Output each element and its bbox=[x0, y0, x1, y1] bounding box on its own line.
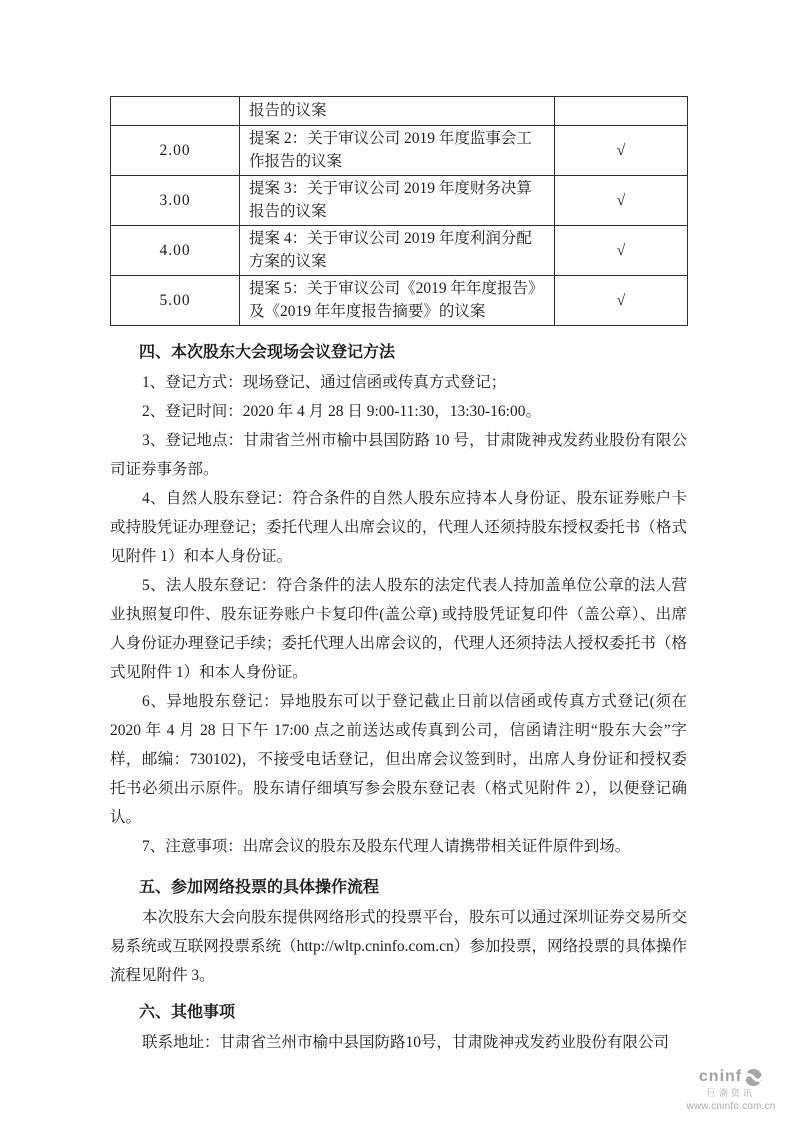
document-content bbox=[110, 96, 687, 1057]
cninfo-chinese-name: 巨潮资讯 bbox=[706, 1088, 755, 1099]
table-row bbox=[111, 176, 688, 226]
list-item-remote-shareholder: 6、异地股东登记：异地股东可以于登记截止日前以信函或传真方式登记(须在 2020 年 4 月 28 日下午 17:00 点之前送达或传真到公司，信函请注明“股东大会”字样，邮编：730102)，不接受电话登记，但出席会议签到时，出席人身份证和授权委托书必须出示原件。股东请仔细填写参会股东登记表（格式见附件 2），以便登记确认。 bbox=[110, 693, 687, 826]
proposal-number-cell: 5.00 bbox=[111, 276, 240, 326]
vote-cell bbox=[555, 97, 688, 126]
proposal-number-cell: 4.00 bbox=[111, 226, 240, 276]
cninfo-brand-row bbox=[675, 1068, 787, 1087]
vote-checkmark: √ bbox=[555, 276, 688, 326]
paragraph-online-voting: 本次股东大会向股东提供网络形式的投票平台，股东可以通过深圳证券交易所交易系统或互联网投票系统（http://wltp.cninfo.com.cn）参加投票，网络投票的具体操作流程见附件 3。 bbox=[110, 909, 687, 984]
table-row bbox=[111, 97, 688, 126]
proposal-text-cell: 提案 2：关于审议公司 2019 年度监事会工作报告的议案 bbox=[240, 126, 555, 176]
list-item-notes: 7、注意事项：出席会议的股东及股东代理人请携带相关证件原件到场。 bbox=[142, 838, 631, 855]
proposal-number-cell bbox=[111, 97, 240, 126]
table-row bbox=[111, 126, 688, 176]
section-heading-online-voting: 五、参加网络投票的具体操作流程 bbox=[139, 879, 380, 896]
vote-checkmark: √ bbox=[555, 226, 688, 276]
list-item-registration-time: 2、登记时间：2020 年 4 月 28 日 9:00-11:30，13:30-16:00。 bbox=[142, 403, 541, 420]
proposal-text-cell: 提案 5：关于审议公司《2019 年年度报告》及《2019 年年度报告摘要》的议案 bbox=[240, 276, 555, 326]
table-row bbox=[111, 226, 688, 276]
table-row bbox=[111, 276, 688, 326]
proposal-number-cell: 3.00 bbox=[111, 176, 240, 226]
proposal-text-cell: 提案 3：关于审议公司 2019 年度财务决算报告的议案 bbox=[240, 176, 555, 226]
cninfo-url: www.cninfo.com.cn bbox=[686, 1100, 776, 1112]
vote-checkmark: √ bbox=[555, 176, 688, 226]
list-item-natural-shareholder: 4、自然人股东登记：符合条件的自然人股东应持本人身份证、股东证券账户卡或持股凭证办理登记；委托代理人出席会议的，代理人还须持股东授权委托书（格式见附件 1）和本人身份证。 bbox=[110, 490, 687, 565]
section-heading-other-matters: 六、其他事项 bbox=[139, 1004, 236, 1021]
cninfo-logo bbox=[675, 1068, 787, 1112]
paragraph-contact-address: 联系地址：甘肃省兰州市榆中县国防路10号，甘肃陇神戎发药业股份有限公司 bbox=[142, 1034, 670, 1051]
proposal-text-cell: 提案 4：关于审议公司 2019 年度利润分配方案的议案 bbox=[240, 226, 555, 276]
cninfo-brand-text: cninf bbox=[698, 1068, 743, 1086]
cninfo-swirl-icon bbox=[742, 1066, 765, 1089]
section-heading-registration: 四、本次股东大会现场会议登记方法 bbox=[139, 344, 396, 361]
proposal-number-cell: 2.00 bbox=[111, 126, 240, 176]
proposal-text-cell: 报告的议案 bbox=[240, 97, 555, 126]
list-item-registration-place: 3、登记地点：甘肃省兰州市榆中县国防路 10 号，甘肃陇神戎发药业股份有限公司证券事务部。 bbox=[110, 432, 687, 478]
vote-checkmark: √ bbox=[555, 126, 688, 176]
list-item-legal-shareholder: 5、法人股东登记：符合条件的法人股东的法定代表人持加盖单位公章的法人营业执照复印件、股东证券账户卡复印件(盖公章) 或持股凭证复印件（盖公章）、出席人身份证办理登记手续；委托代理人出席会议的，代理人还须持法人授权委托书（格式见附件 1）和本人身份证。 bbox=[110, 577, 687, 681]
proposal-table bbox=[110, 96, 688, 326]
list-item-registration-method: 1、登记方式：现场登记、通过信函或传真方式登记； bbox=[142, 374, 507, 391]
